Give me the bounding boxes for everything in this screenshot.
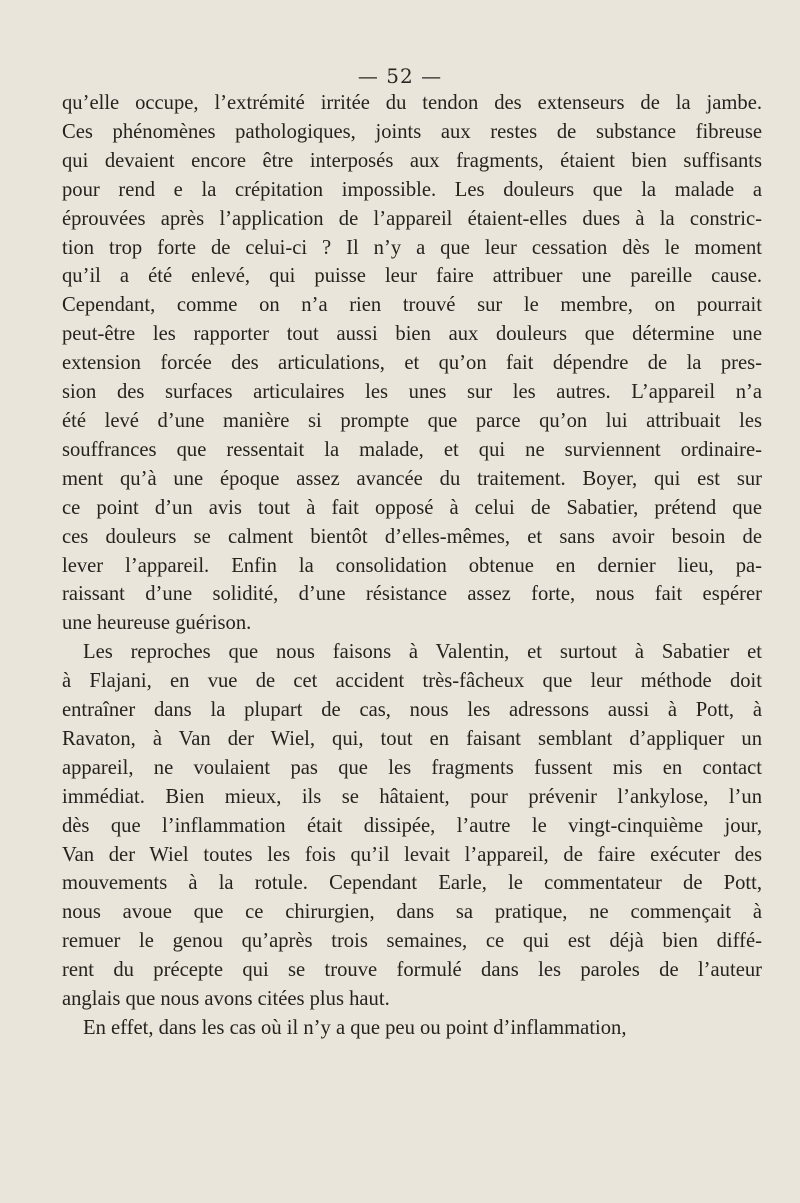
text-line: à Flajani, en vue de cet accident très-fâcheux que leur méthode doit bbox=[62, 670, 762, 693]
text-line: Ces phénomènes pathologiques, joints aux restes de substance fibreuse bbox=[62, 120, 762, 143]
text-line: pour rend e la crépitation impossible. Les douleurs que la malade a bbox=[62, 178, 762, 201]
text-line: ment qu’à une époque assez avancée du traitement. Boyer, qui est sur bbox=[62, 467, 762, 490]
text-line: dès que l’inflammation était dissipée, l’autre le vingt-cinquième jour, bbox=[62, 814, 762, 837]
body-text bbox=[62, 89, 762, 1043]
text-line: raissant d’une solidité, d’une résistance assez forte, nous fait espérer bbox=[62, 583, 762, 606]
text-line: éprouvées après l’application de l’appareil étaient-elles dues à la constric- bbox=[62, 207, 762, 230]
text-line: Van der Wiel toutes les fois qu’il levait l’appareil, de faire exécuter des bbox=[62, 843, 762, 866]
text-line: été levé d’une manière si prompte que parce qu’on lui attribuait les bbox=[62, 409, 762, 432]
text-line: qu’elle occupe, l’extrémité irritée du tendon des extenseurs de la jambe. bbox=[62, 92, 762, 114]
text-line: ce point d’un avis tout à fait opposé à celui de Sabatier, prétend que bbox=[62, 496, 762, 519]
text-line: souffrances que ressentait la malade, et qui ne surviennent ordinaire- bbox=[62, 438, 762, 461]
paragraph-start-line: En effet, dans les cas où il n’y a que peu ou point d’inflammation, bbox=[83, 1017, 627, 1039]
text-line: peut-être les rapporter tout aussi bien aux douleurs que détermine une bbox=[62, 323, 762, 346]
text-line: une heureuse guérison. bbox=[62, 612, 252, 635]
text-line: mouvements à la rotule. Cependant Earle, le commentateur de Pott, bbox=[62, 872, 762, 895]
text-line: nous avoue que ce chirurgien, dans sa pratique, ne commençait à bbox=[62, 901, 762, 924]
paragraph-start-line: Les reproches que nous faisons à Valentin, et surtout à Sabatier et bbox=[83, 641, 762, 664]
text-line: tion trop forte de celui-ci ? Il n’y a que leur cessation dès le moment bbox=[62, 236, 762, 259]
text-line: qui devaient encore être interposés aux fragments, étaient bien suffisants bbox=[62, 149, 762, 172]
text-line: Ravaton, à Van der Wiel, qui, tout en faisant semblant d’appliquer un bbox=[62, 727, 762, 750]
text-line: entraîner dans la plupart de cas, nous les adressons aussi à Pott, à bbox=[62, 699, 762, 722]
page-number: — 52 — bbox=[357, 64, 443, 88]
text-line: immédiat. Bien mieux, ils se hâtaient, pour prévenir l’ankylose, l’un bbox=[62, 785, 762, 808]
text-line: remuer le genou qu’après trois semaines, ce qui est déjà bien diffé- bbox=[62, 930, 762, 953]
text-line: Cependant, comme on n’a rien trouvé sur le membre, on pourrait bbox=[62, 294, 762, 317]
text-line: appareil, ne voulaient pas que les fragments fussent mis en contact bbox=[62, 756, 762, 779]
text-line: anglais que nous avons citées plus haut. bbox=[62, 988, 390, 1011]
text-line: qu’il a été enlevé, qui puisse leur faire attribuer une pareille cause. bbox=[62, 265, 762, 288]
text-line: rent du précepte qui se trouve formulé dans les paroles de l’auteur bbox=[62, 959, 762, 982]
text-line: sion des surfaces articulaires les unes sur les autres. L’appareil n’a bbox=[62, 381, 762, 404]
text-line: lever l’appareil. Enfin la consolidation obtenue en dernier lieu, pa- bbox=[62, 554, 762, 577]
text-line: ces douleurs se calment bientôt d’elles-mêmes, et sans avoir besoin de bbox=[62, 525, 762, 548]
text-line: extension forcée des articulations, et qu’on fait dépendre de la pres- bbox=[62, 352, 762, 375]
